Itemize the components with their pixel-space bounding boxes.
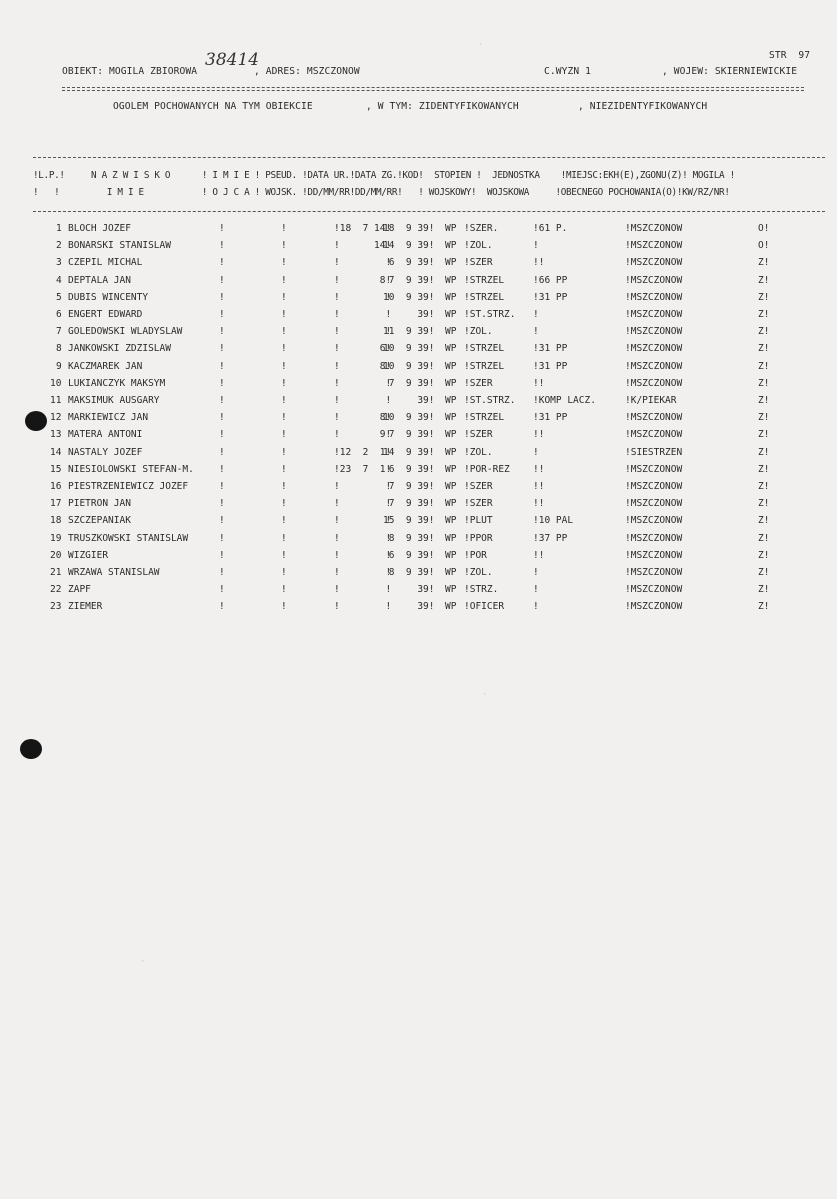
table-header-line2: ! ! I M I E ! O J C A ! WOJSK. !DD/MM/RR!DD/MM/RR! ! WOJSKOWY! WOJSKOWA !OBECNEGO POCHOWANIA(O)!KW/RZ/NR! bbox=[33, 187, 730, 198]
row-imie-ojca: ! bbox=[219, 515, 225, 527]
row-name: ZAPF bbox=[68, 584, 91, 596]
row-pseud: ! bbox=[281, 309, 287, 320]
row-date-death: 8 9 39! bbox=[383, 532, 435, 544]
row-name: WIZGIER bbox=[68, 549, 109, 561]
row-unit: !! bbox=[533, 429, 545, 441]
row-name: TRUSZKOWSKI STANISLAW bbox=[68, 532, 189, 544]
table-row bbox=[0, 515, 837, 532]
row-lp: 3 bbox=[56, 257, 62, 269]
row-date-birth: ! ! bbox=[334, 481, 392, 492]
table-row bbox=[0, 412, 837, 429]
row-rank: !STRZEL bbox=[464, 343, 505, 355]
row-imie-ojca: ! bbox=[219, 463, 225, 475]
row-code: WP bbox=[445, 515, 457, 527]
row-imie-ojca: ! bbox=[219, 549, 225, 561]
row-name: NIESIOLOWSKI STEFAN-M. bbox=[68, 463, 194, 475]
row-imie-ojca: ! bbox=[219, 532, 225, 544]
row-date-death: 39! bbox=[383, 584, 435, 596]
row-place: !SIESTRZEN bbox=[625, 446, 683, 458]
row-unit: !10 PAL bbox=[533, 515, 574, 527]
row-code: WP bbox=[445, 463, 457, 475]
table-row bbox=[0, 361, 837, 378]
row-date-birth: ! 8! bbox=[334, 412, 392, 424]
row-unit: ! bbox=[533, 446, 539, 458]
row-rank: !SZER bbox=[464, 498, 493, 510]
row-unit: !66 PP bbox=[533, 274, 568, 286]
row-date-birth: ! ! bbox=[334, 584, 392, 596]
bleed-through-mark: · bbox=[478, 40, 484, 50]
row-rank: !STRZEL bbox=[464, 291, 505, 303]
table-row bbox=[0, 429, 837, 446]
row-date-birth: ! ! bbox=[334, 549, 392, 561]
row-pseud: ! bbox=[281, 498, 287, 510]
row-lp: 10 bbox=[50, 377, 62, 389]
row-rank: !STRZEL bbox=[464, 412, 505, 424]
row-name: JANKOWSKI ZDZISLAW bbox=[68, 343, 171, 355]
row-date-birth: ! ! bbox=[334, 377, 392, 389]
row-pseud: ! bbox=[281, 326, 287, 338]
row-date-death: 8 9 39! bbox=[383, 567, 435, 578]
row-place: !MSZCZONOW bbox=[625, 377, 683, 389]
row-date-birth: ! ! bbox=[334, 326, 392, 338]
row-grave: Z! bbox=[758, 549, 770, 561]
row-grave: Z! bbox=[758, 601, 770, 613]
row-date-birth: !23 7 1! bbox=[334, 463, 392, 475]
row-name: DEPTALA JAN bbox=[68, 274, 131, 286]
row-grave: Z! bbox=[758, 515, 770, 527]
row-unit: !31 PP bbox=[533, 291, 568, 303]
row-date-death: 11 9 39! bbox=[383, 326, 435, 338]
row-pseud: ! bbox=[281, 532, 287, 544]
row-date-death: 10 9 39! bbox=[383, 343, 435, 355]
row-rank: !SZER bbox=[464, 257, 493, 269]
row-unit: !! bbox=[533, 549, 545, 561]
row-lp: 23 bbox=[50, 601, 62, 613]
row-rank: !SZER bbox=[464, 429, 493, 441]
row-grave: O! bbox=[758, 223, 770, 234]
row-unit: !! bbox=[533, 481, 545, 492]
row-imie-ojca: ! bbox=[219, 257, 225, 269]
row-lp: 1 bbox=[56, 223, 62, 234]
row-code: WP bbox=[445, 291, 457, 303]
row-pseud: ! bbox=[281, 549, 287, 561]
row-code: WP bbox=[445, 498, 457, 510]
row-date-birth: ! ! bbox=[334, 515, 392, 527]
table-row bbox=[0, 447, 837, 464]
row-code: WP bbox=[445, 343, 457, 355]
row-place: !MSZCZONOW bbox=[625, 291, 683, 303]
object-label: OBIEKT: MOGILA ZBIOROWA bbox=[62, 66, 198, 77]
row-code: WP bbox=[445, 567, 457, 578]
row-date-birth: ! ! bbox=[334, 291, 392, 303]
row-pseud: ! bbox=[281, 446, 287, 458]
row-unit: ! bbox=[533, 601, 539, 613]
row-imie-ojca: ! bbox=[219, 584, 225, 596]
row-date-birth: ! ! bbox=[334, 309, 392, 320]
row-lp: 7 bbox=[56, 326, 62, 338]
table-row bbox=[0, 464, 837, 481]
row-date-birth: ! ! bbox=[334, 532, 392, 544]
row-name: GOLEDOWSKI WLADYSLAW bbox=[68, 326, 183, 338]
row-grave: Z! bbox=[758, 532, 770, 544]
row-date-birth: ! 8! bbox=[334, 360, 392, 372]
row-rank: !STRZEL bbox=[464, 274, 505, 286]
row-pseud: ! bbox=[281, 377, 287, 389]
row-unit: !! bbox=[533, 463, 545, 475]
row-date-death: 15 9 39! bbox=[383, 515, 435, 527]
row-rank: !ZOL. bbox=[464, 567, 493, 578]
row-date-birth: ! 6! bbox=[334, 343, 392, 355]
row-date-death: 7 9 39! bbox=[383, 377, 435, 389]
row-unit: ! bbox=[533, 326, 539, 338]
row-grave: Z! bbox=[758, 446, 770, 458]
table-row bbox=[0, 395, 837, 412]
row-pseud: ! bbox=[281, 584, 287, 596]
table-row bbox=[0, 498, 837, 515]
row-unit: !31 PP bbox=[533, 360, 568, 372]
bleed-through-mark: · bbox=[140, 957, 146, 967]
row-imie-ojca: ! bbox=[219, 412, 225, 424]
row-name: ZIEMER bbox=[68, 601, 103, 613]
row-code: WP bbox=[445, 429, 457, 441]
row-place: !MSZCZONOW bbox=[625, 567, 683, 578]
row-grave: Z! bbox=[758, 584, 770, 596]
bleed-through-mark: · bbox=[482, 690, 488, 700]
row-pseud: ! bbox=[281, 395, 287, 406]
row-rank: !STRZEL bbox=[464, 360, 505, 372]
row-code: WP bbox=[445, 223, 457, 234]
row-unit: !61 P. bbox=[533, 223, 568, 234]
row-code: WP bbox=[445, 601, 457, 613]
row-lp: 5 bbox=[56, 291, 62, 303]
row-place: !MSZCZONOW bbox=[625, 360, 683, 372]
punch-hole bbox=[20, 739, 42, 759]
table-row bbox=[0, 309, 837, 326]
table-row bbox=[0, 275, 837, 292]
row-place: !MSZCZONOW bbox=[625, 240, 683, 252]
row-date-death: 7 9 39! bbox=[383, 274, 435, 286]
row-date-birth: ! ! bbox=[334, 601, 392, 613]
row-date-death: 14 9 39! bbox=[383, 446, 435, 458]
row-name: ENGERT EDWARD bbox=[68, 309, 143, 320]
row-name: NASTALY JOZEF bbox=[68, 446, 143, 458]
row-name: LUKIANCZYK MAKSYM bbox=[68, 377, 166, 389]
row-rank: !ZOL. bbox=[464, 326, 493, 338]
row-place: !MSZCZONOW bbox=[625, 343, 683, 355]
row-rank: !STRZ. bbox=[464, 584, 499, 596]
row-pseud: ! bbox=[281, 240, 287, 252]
row-pseud: ! bbox=[281, 601, 287, 613]
row-unit: ! bbox=[533, 584, 539, 596]
row-rank: !ST.STRZ. bbox=[464, 395, 516, 406]
row-grave: O! bbox=[758, 240, 770, 252]
row-code: WP bbox=[445, 412, 457, 424]
row-imie-ojca: ! bbox=[219, 274, 225, 286]
row-pseud: ! bbox=[281, 360, 287, 372]
row-pseud: ! bbox=[281, 515, 287, 527]
row-grave: Z! bbox=[758, 291, 770, 303]
row-imie-ojca: ! bbox=[219, 481, 225, 492]
table-row bbox=[0, 601, 837, 618]
row-imie-ojca: ! bbox=[219, 429, 225, 441]
row-grave: Z! bbox=[758, 257, 770, 269]
row-imie-ojca: ! bbox=[219, 377, 225, 389]
row-code: WP bbox=[445, 481, 457, 492]
row-date-birth: ! ! bbox=[334, 498, 392, 510]
row-date-death: 7 9 39! bbox=[383, 429, 435, 441]
table-row bbox=[0, 550, 837, 567]
row-date-death: 10 9 39! bbox=[383, 360, 435, 372]
punch-hole bbox=[25, 411, 47, 431]
row-lp: 2 bbox=[56, 240, 62, 252]
row-unit: !31 PP bbox=[533, 412, 568, 424]
row-rank: !PPOR bbox=[464, 532, 493, 544]
row-lp: 11 bbox=[50, 395, 62, 406]
row-imie-ojca: ! bbox=[219, 498, 225, 510]
table-row bbox=[0, 240, 837, 257]
row-name: CZEPIL MICHAL bbox=[68, 257, 143, 269]
row-place: !MSZCZONOW bbox=[625, 601, 683, 613]
row-place: !K/PIEKAR bbox=[625, 395, 677, 406]
row-lp: 8 bbox=[56, 343, 62, 355]
row-code: WP bbox=[445, 257, 457, 269]
row-grave: Z! bbox=[758, 412, 770, 424]
row-code: WP bbox=[445, 377, 457, 389]
row-grave: Z! bbox=[758, 395, 770, 406]
row-rank: !SZER. bbox=[464, 223, 499, 234]
row-pseud: ! bbox=[281, 343, 287, 355]
row-lp: 4 bbox=[56, 274, 62, 286]
row-lp: 13 bbox=[50, 429, 62, 441]
row-date-birth: ! ! bbox=[334, 257, 392, 269]
row-unit: !! bbox=[533, 257, 545, 269]
row-name: MAKSIMUK AUSGARY bbox=[68, 395, 160, 406]
row-place: !MSZCZONOW bbox=[625, 257, 683, 269]
row-date-death: 18 9 39! bbox=[383, 223, 435, 234]
row-place: !MSZCZONOW bbox=[625, 463, 683, 475]
row-date-birth: ! 8! bbox=[334, 274, 392, 286]
row-lp: 14 bbox=[50, 446, 62, 458]
row-date-death: 14 9 39! bbox=[383, 240, 435, 252]
row-date-death: 10 9 39! bbox=[383, 291, 435, 303]
row-rank: !ZOL. bbox=[464, 446, 493, 458]
summary-total: OGOLEM POCHOWANYCH NA TYM OBIEKCIE bbox=[113, 101, 313, 112]
row-code: WP bbox=[445, 274, 457, 286]
row-name: MARKIEWICZ JAN bbox=[68, 412, 149, 424]
row-lp: 22 bbox=[50, 584, 62, 596]
row-name: PIESTRZENIEWICZ JOZEF bbox=[68, 481, 189, 492]
row-rank: !POR bbox=[464, 549, 487, 561]
row-date-birth: ! 14! bbox=[334, 240, 392, 252]
row-grave: Z! bbox=[758, 429, 770, 441]
row-name: WRZAWA STANISLAW bbox=[68, 567, 160, 578]
row-lp: 16 bbox=[50, 481, 62, 492]
row-rank: !POR-REZ bbox=[464, 463, 510, 475]
row-date-death: 6 9 39! bbox=[383, 257, 435, 269]
row-pseud: ! bbox=[281, 223, 287, 234]
row-code: WP bbox=[445, 309, 457, 320]
row-unit: !37 PP bbox=[533, 532, 568, 544]
row-imie-ojca: ! bbox=[219, 446, 225, 458]
row-name: SZCZEPANIAK bbox=[68, 515, 131, 527]
row-grave: Z! bbox=[758, 326, 770, 338]
row-imie-ojca: ! bbox=[219, 326, 225, 338]
row-lp: 20 bbox=[50, 549, 62, 561]
row-unit: !! bbox=[533, 498, 545, 510]
row-lp: 21 bbox=[50, 567, 62, 578]
row-code: WP bbox=[445, 360, 457, 372]
address: , ADRES: MSZCZONOW bbox=[254, 66, 360, 77]
row-grave: Z! bbox=[758, 343, 770, 355]
double-rule bbox=[62, 87, 804, 91]
row-place: !MSZCZONOW bbox=[625, 429, 683, 441]
row-rank: !PLUT bbox=[464, 515, 493, 527]
row-code: WP bbox=[445, 240, 457, 252]
row-date-death: 6 9 39! bbox=[383, 463, 435, 475]
row-lp: 9 bbox=[56, 360, 62, 372]
row-unit: !KOMP LACZ. bbox=[533, 395, 596, 406]
row-lp: 12 bbox=[50, 412, 62, 424]
table-row bbox=[0, 326, 837, 343]
row-name: BONARSKI STANISLAW bbox=[68, 240, 171, 252]
row-place: !MSZCZONOW bbox=[625, 326, 683, 338]
table-row bbox=[0, 343, 837, 360]
row-lp: 19 bbox=[50, 532, 62, 544]
table-row bbox=[0, 584, 837, 601]
row-date-birth: !12 2 1! bbox=[334, 446, 392, 458]
row-name: PIETRON JAN bbox=[68, 498, 131, 510]
row-place: !MSZCZONOW bbox=[625, 412, 683, 424]
row-date-birth: ! ! bbox=[334, 567, 392, 578]
row-place: !MSZCZONOW bbox=[625, 584, 683, 596]
row-imie-ojca: ! bbox=[219, 395, 225, 406]
row-date-death: 6 9 39! bbox=[383, 549, 435, 561]
row-date-birth: !18 7 14! bbox=[334, 223, 392, 234]
table-top-rule bbox=[33, 157, 825, 158]
row-pseud: ! bbox=[281, 412, 287, 424]
row-pseud: ! bbox=[281, 481, 287, 492]
table-row bbox=[0, 223, 837, 240]
row-imie-ojca: ! bbox=[219, 240, 225, 252]
table-row bbox=[0, 567, 837, 584]
row-grave: Z! bbox=[758, 309, 770, 320]
row-code: WP bbox=[445, 532, 457, 544]
row-pseud: ! bbox=[281, 257, 287, 269]
row-imie-ojca: ! bbox=[219, 601, 225, 613]
row-grave: Z! bbox=[758, 567, 770, 578]
table-header-rule bbox=[33, 211, 825, 212]
row-lp: 6 bbox=[56, 309, 62, 320]
row-name: BLOCH JOZEF bbox=[68, 223, 131, 234]
row-unit: !! bbox=[533, 377, 545, 389]
row-grave: Z! bbox=[758, 498, 770, 510]
page-number: STR 97 bbox=[769, 50, 811, 61]
summary-identified: , W TYM: ZIDENTYFIKOWANYCH bbox=[366, 101, 519, 112]
row-place: !MSZCZONOW bbox=[625, 274, 683, 286]
row-date-death: 39! bbox=[383, 601, 435, 613]
row-date-birth: ! ! bbox=[334, 395, 392, 406]
row-pseud: ! bbox=[281, 463, 287, 475]
row-imie-ojca: ! bbox=[219, 309, 225, 320]
row-name: KACZMAREK JAN bbox=[68, 360, 143, 372]
row-unit: ! bbox=[533, 309, 539, 320]
row-pseud: ! bbox=[281, 429, 287, 441]
row-lp: 15 bbox=[50, 463, 62, 475]
row-imie-ojca: ! bbox=[219, 343, 225, 355]
wyzn: C.WYZN 1 bbox=[544, 66, 592, 77]
row-date-death: 7 9 39! bbox=[383, 481, 435, 492]
row-place: !MSZCZONOW bbox=[625, 515, 683, 527]
row-name: DUBIS WINCENTY bbox=[68, 291, 149, 303]
row-imie-ojca: ! bbox=[219, 223, 225, 234]
row-unit: ! bbox=[533, 567, 539, 578]
row-grave: Z! bbox=[758, 274, 770, 286]
table-row bbox=[0, 481, 837, 498]
row-unit: !31 PP bbox=[533, 343, 568, 355]
table-header-line1: !L.P.! N A Z W I S K O ! I M I E ! PSEUD. !DATA UR.!DATA ZG.!KOD! STOPIEN ! JEDNOSTKA !MIEJSC:EKH(E),ZGONU(Z)! MOGILA ! bbox=[33, 170, 735, 181]
row-grave: Z! bbox=[758, 377, 770, 389]
row-code: WP bbox=[445, 326, 457, 338]
row-code: WP bbox=[445, 549, 457, 561]
row-date-death: 10 9 39! bbox=[383, 412, 435, 424]
row-rank: !SZER bbox=[464, 481, 493, 492]
row-rank: !SZER bbox=[464, 377, 493, 389]
row-imie-ojca: ! bbox=[219, 567, 225, 578]
row-date-death: 39! bbox=[383, 395, 435, 406]
handwritten-number: 38414 bbox=[205, 50, 260, 70]
row-place: !MSZCZONOW bbox=[625, 549, 683, 561]
row-imie-ojca: ! bbox=[219, 291, 225, 303]
row-grave: Z! bbox=[758, 360, 770, 372]
row-rank: !OFICER bbox=[464, 601, 505, 613]
row-place: !MSZCZONOW bbox=[625, 498, 683, 510]
row-place: !MSZCZONOW bbox=[625, 532, 683, 544]
row-rank: !ST.STRZ. bbox=[464, 309, 516, 320]
row-place: !MSZCZONOW bbox=[625, 481, 683, 492]
row-imie-ojca: ! bbox=[219, 360, 225, 372]
row-pseud: ! bbox=[281, 274, 287, 286]
row-unit: ! bbox=[533, 240, 539, 252]
row-date-death: 7 9 39! bbox=[383, 498, 435, 510]
voivodeship: , WOJEW: SKIERNIEWICKIE bbox=[662, 66, 798, 77]
row-date-death: 39! bbox=[383, 309, 435, 320]
row-code: WP bbox=[445, 584, 457, 596]
row-place: !MSZCZONOW bbox=[625, 223, 683, 234]
table-row bbox=[0, 378, 837, 395]
table-row bbox=[0, 533, 837, 550]
table-row bbox=[0, 292, 837, 309]
row-rank: !ZOL. bbox=[464, 240, 493, 252]
row-date-birth: ! 9! bbox=[334, 429, 392, 441]
row-place: !MSZCZONOW bbox=[625, 309, 683, 320]
row-code: WP bbox=[445, 446, 457, 458]
row-lp: 18 bbox=[50, 515, 62, 527]
row-grave: Z! bbox=[758, 481, 770, 492]
row-pseud: ! bbox=[281, 291, 287, 303]
row-pseud: ! bbox=[281, 567, 287, 578]
row-lp: 17 bbox=[50, 498, 62, 510]
row-grave: Z! bbox=[758, 463, 770, 475]
row-code: WP bbox=[445, 395, 457, 406]
summary-unidentified: , NIEZIDENTYFIKOWANYCH bbox=[578, 101, 708, 112]
row-name: MATERA ANTONI bbox=[68, 429, 143, 441]
table-row bbox=[0, 257, 837, 274]
